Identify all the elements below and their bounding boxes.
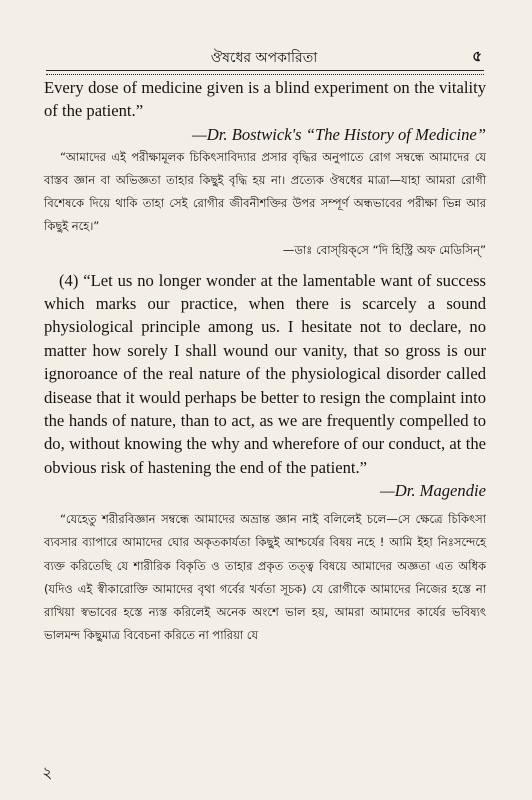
page-body <box>44 76 486 648</box>
quote1-bengali: “আমাদের এই পরীক্ষামূলক চিকিৎসাবিদ্যার প্রসার বৃদ্ধির অনুপাতে রোগ সম্বন্ধে আমাদের যে বাস্তব জ্ঞান বা অভিজ্ঞতা তাহার কিছুই বৃদ্ধি হয় না। প্রত্যেক ঔষধের মাত্রা—যাহা আমরা রোগী বিশেষকে দিয়ে থাকি তাহা সেই রোগীর জীবনীশক্তির উপর সম্পূর্ণ অন্ধভাবের পরীক্ষা ভিন্ন আর কিছুই নহে।” <box>44 149 486 234</box>
page-number-bottom: ২ <box>42 763 53 782</box>
quote1-attribution-prefix: —Dr. Bostwick's “ <box>192 124 315 144</box>
quote1-attribution-suffix: ” <box>476 124 486 144</box>
quote2-attribution: —Dr. Magendie <box>379 481 486 501</box>
quote1-english: Every dose of medicine given is a blind experiment on the vitality of the patient.” <box>44 78 486 121</box>
quote1-bengali-attribution: —ডাঃ বোস্‌য়িক্‌সে “দি হিস্ট্রি অফ মেডিসিন্” <box>282 242 486 257</box>
quote2-bengali: “যেহেতু শরীরবিজ্ঞান সম্বন্ধে আমাদের অভ্রান্ত জ্ঞান নাই বলিলেই চলে—সে ক্ষেত্রে চিকিৎসা ব্যবসার ব্যাপারে আমাদের ঘোর অকৃতকার্যতা কিছুই আশ্চর্যের বিষয় নহে ! আমি ইহা নিঃসন্দেহে ব্যক্ত করিতেছি যে শারীরিক বিকৃতি ও তাহার প্রকৃত তত্ত্ব বিষয়ে আমাদের অজ্ঞতা এত অধিক (যদিও এই স্বীকারোক্তি আমাদের বৃথা গর্বের খর্বতা সূচক) যে রোগীকে আমাদের নিজের হস্তে না রাখিয়া স্বভাবের হস্তে ন্যস্ত করিলেই অনেক অংশে ভাল হয়, আমরা আমাদের কার্যের ভবিষ্যৎ ভালমন্দ কিছুমাত্র বিবেচনা করিতে না পারিয়া যে <box>44 512 486 643</box>
running-header <box>42 43 486 69</box>
spacer <box>44 261 486 269</box>
page-number-top: ৫ <box>472 47 482 65</box>
running-title: ঔষধের অপকারিতা <box>210 50 318 66</box>
quote2-english: (4) “Let us no longer wonder at the lamentable want of success which marks our practice, when there is scarcely a sound physiological principle among us. I hesitate not to declare, no matter how sorely I shall wound our vanity, that so gross is our ignoroance of the real nature of the physiological disorder called disease that it would perhaps be better to resign the complaint into the hands of nature, than to act, as we are frequently compelled to do, without knowing the why and wherefore of our conduct, at the obvious risk of hastening the end of the patient.” <box>44 270 486 477</box>
quote1-attribution-title: The History of Medicine <box>315 124 477 144</box>
quote1-attribution <box>44 123 486 146</box>
header-rule <box>46 70 484 75</box>
